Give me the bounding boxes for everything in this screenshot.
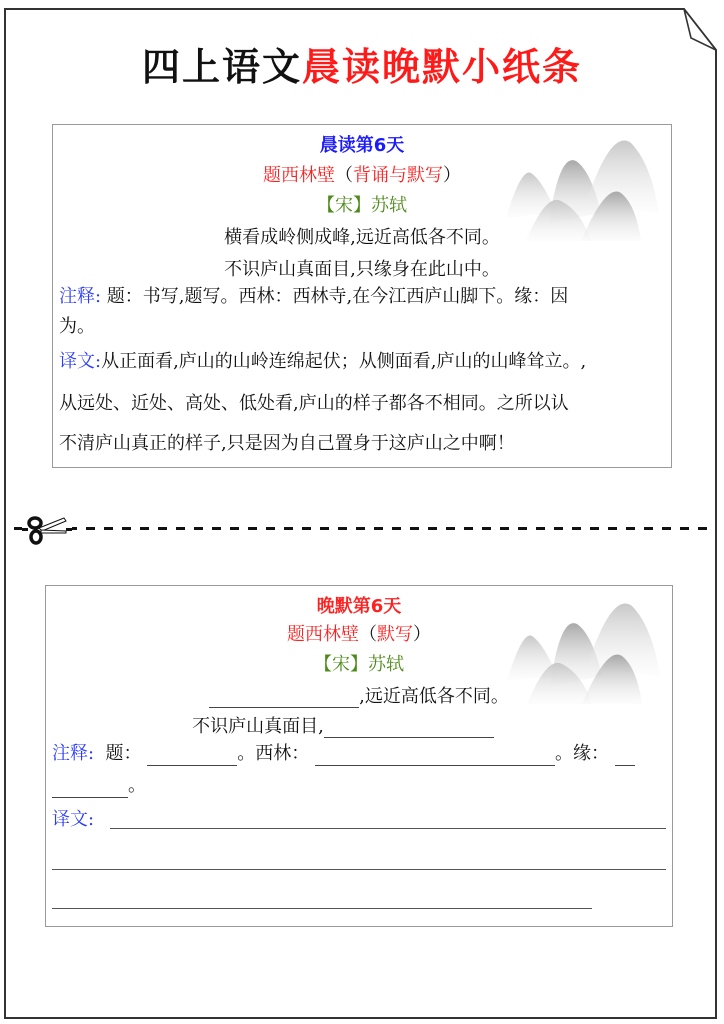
translation-line-1[interactable] — [110, 828, 666, 829]
task-mode: 背诵与默写 — [353, 165, 443, 186]
notes-label: 注释: — [52, 743, 95, 764]
cut-dashed-line — [14, 527, 714, 530]
day-title: 晚默第6天 — [316, 596, 402, 617]
translation-line-3[interactable] — [52, 908, 592, 909]
translation-label: 译文: — [59, 351, 102, 372]
title-subject: 四上语文 — [141, 44, 302, 89]
poem-title-line: 题西林壁（背诵与默写） — [263, 165, 461, 186]
translation-label: 译文: — [52, 809, 95, 830]
scissors-icon — [22, 515, 72, 545]
page-title — [0, 42, 724, 92]
translation-line-2: 从远处、近处、高处、低处看,庐山的样子都各不相同。之所以认 — [59, 393, 569, 414]
poem-title: 题西林壁 — [263, 165, 335, 186]
note-yuan-blank-continued[interactable] — [52, 779, 128, 798]
evening-dictation-card — [45, 585, 673, 927]
notes-label: 注释: — [59, 286, 102, 307]
verse-line-1: ,远近高低各不同。 — [46, 682, 672, 708]
translation-line-2[interactable] — [52, 869, 666, 870]
verse-line-1: 横看成岭侧成峰,远近高低各不同。 — [224, 227, 500, 248]
translation-line-3: 不清庐山真正的样子,只是因为自己置身于这庐山之中啊！ — [59, 433, 515, 454]
verse-line-2: 不识庐山真面目,只缘身在此山中。 — [224, 259, 500, 280]
verse-1-blank[interactable] — [209, 689, 359, 708]
note-ti-blank[interactable] — [147, 747, 237, 766]
notes-continued: 为。 — [59, 316, 95, 337]
notes-text: 题：书写,题写。西林：西林寺,在今江西庐山脚下。缘：因 — [106, 286, 569, 307]
title-name: 晨读晚默小纸条 — [302, 44, 583, 89]
notes-continued: 。 — [52, 774, 666, 798]
author-line: 【宋】苏轼 — [314, 654, 404, 675]
author-line: 【宋】苏轼 — [317, 195, 407, 216]
morning-reading-card — [52, 124, 672, 468]
author: 苏轼 — [371, 195, 407, 216]
verse-2-blank[interactable] — [324, 719, 494, 738]
notes: 注释: 题： 。西林： 。缘： — [52, 742, 666, 766]
poem-title: 题西林壁 — [287, 624, 359, 645]
dynasty: 宋 — [332, 654, 350, 675]
dynasty: 宋 — [335, 195, 353, 216]
verse-line-2: 不识庐山真面目, — [14, 712, 672, 738]
author: 苏轼 — [368, 654, 404, 675]
task-mode: 默写 — [377, 624, 413, 645]
day-title: 晨读第6天 — [319, 135, 405, 156]
note-yuan-blank[interactable] — [615, 747, 635, 766]
note-xilin-blank[interactable] — [315, 747, 555, 766]
poem-title-line: 题西林壁（默写） — [287, 624, 431, 645]
notes — [59, 285, 665, 309]
translation-line-1: 译文:从正面看,庐山的山岭连绵起伏；从侧面看,庐山的山峰耸立。, — [59, 351, 587, 372]
